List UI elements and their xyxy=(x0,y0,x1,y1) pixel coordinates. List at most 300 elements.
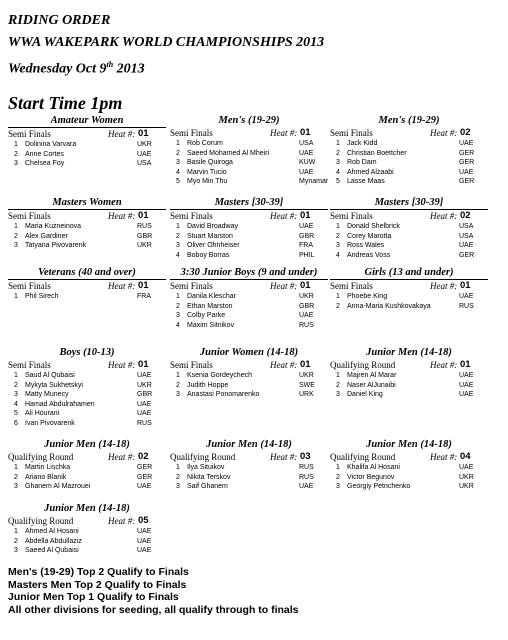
rider-country: UAE xyxy=(459,242,474,249)
division-title: Amateur Women xyxy=(8,114,166,128)
rider-country: UAE xyxy=(137,400,152,408)
round-row xyxy=(8,451,166,463)
round-name: Semi Finals xyxy=(8,360,51,370)
round-name: Qualifying Round xyxy=(8,516,74,526)
event-date xyxy=(8,57,145,78)
date-suffix: th xyxy=(106,60,114,69)
rider-country: KUW xyxy=(299,159,316,166)
heat-number: 03 xyxy=(300,451,311,462)
rider-row xyxy=(170,302,328,312)
rider-order: 2 xyxy=(176,473,180,481)
rider-order: 4 xyxy=(176,321,180,329)
rider-country: FRA xyxy=(137,293,151,300)
rider-name: Saud Al Qubaisi xyxy=(25,372,75,379)
rider-row xyxy=(330,232,488,242)
rider-country: UAE xyxy=(137,150,152,158)
heat-label: Heat #: xyxy=(430,452,458,462)
rider-name: David Broadway xyxy=(187,223,238,230)
heat-block xyxy=(8,266,166,302)
rider-name: Myo Min Thu xyxy=(187,178,228,185)
rider-row xyxy=(8,232,166,242)
rider-order: 2 xyxy=(14,473,18,481)
rider-row xyxy=(170,321,328,331)
rider-name: Nikita Terskov xyxy=(187,473,231,481)
rider-country: UKR xyxy=(459,483,474,490)
rider-name: Rob Dam xyxy=(347,159,377,166)
heat-block xyxy=(8,438,166,492)
rider-order: 1 xyxy=(336,293,340,300)
rider-row xyxy=(330,292,488,302)
rider-country: RUS xyxy=(137,419,152,427)
rider-order: 2 xyxy=(176,232,180,240)
round-name: Semi Finals xyxy=(170,211,213,221)
rider-country: UAE xyxy=(459,381,474,389)
rider-name: Naser AlJunaibi xyxy=(347,381,396,389)
rider-country: UAE xyxy=(137,410,152,417)
heat-number: 01 xyxy=(138,280,149,291)
rider-country: GBR xyxy=(137,391,153,398)
division-title: Junior Women (14-18) xyxy=(199,347,299,358)
heat-number: 05 xyxy=(138,515,149,526)
rider-row xyxy=(170,222,328,232)
rider-name: Danila Kleschar xyxy=(187,293,237,300)
division-title: Junior Men (14-18) xyxy=(366,347,452,358)
heat-block xyxy=(330,438,488,492)
rider-row xyxy=(8,400,166,410)
rider-row xyxy=(8,140,166,150)
rider-order: 1 xyxy=(176,140,180,147)
rider-row xyxy=(170,311,328,321)
heat-label: Heat #: xyxy=(430,128,458,138)
rider-country: UAE xyxy=(459,372,474,379)
heat-label: Heat #: xyxy=(430,360,458,370)
rider-country: USA xyxy=(299,140,314,147)
rider-order: 1 xyxy=(336,464,340,471)
rider-name: Tatyana Pivovarenk xyxy=(25,242,87,249)
heat-number: 01 xyxy=(300,359,311,370)
rider-row xyxy=(170,251,328,261)
round-row xyxy=(170,210,328,222)
rider-order: 6 xyxy=(14,419,18,427)
rider-row xyxy=(170,381,328,391)
round-name: Semi Finals xyxy=(8,129,51,139)
rider-country: UAE xyxy=(299,149,314,157)
heat-label: Heat #: xyxy=(270,452,298,462)
rider-name: Basile Quiroga xyxy=(187,159,233,166)
round-row xyxy=(170,280,328,292)
rider-country: PHIL xyxy=(299,251,315,259)
round-name: Qualifying Round xyxy=(330,360,396,370)
rider-country: GER xyxy=(137,464,153,471)
rider-order: 2 xyxy=(176,381,180,389)
rider-order: 4 xyxy=(176,251,180,259)
rider-order: 3 xyxy=(176,391,180,398)
rider-row xyxy=(330,371,488,381)
rider-order: 2 xyxy=(336,473,340,481)
division-title: Veterans (40 and over) xyxy=(8,266,166,280)
rider-country: UKR xyxy=(299,293,314,300)
date-year: 2013 xyxy=(113,61,145,77)
division-title: Junior Men (14-18) xyxy=(206,439,292,450)
rider-name: Jack Kidd xyxy=(347,140,378,147)
round-row xyxy=(8,515,166,527)
rider-order: 2 xyxy=(336,302,340,310)
rider-country: UAE xyxy=(299,168,314,176)
round-row xyxy=(330,280,488,292)
division-title: Girls (13 and under) xyxy=(330,266,488,280)
rider-order: 2 xyxy=(176,302,180,310)
rider-name: Hamad Abdulrahamen xyxy=(25,400,95,408)
rider-order: 4 xyxy=(336,251,340,259)
heat-block xyxy=(170,438,328,492)
rider-row xyxy=(170,463,328,473)
rider-row xyxy=(330,381,488,391)
qualification-notes xyxy=(8,566,299,616)
doc-title: RIDING ORDER xyxy=(8,13,111,28)
rider-country: UAE xyxy=(137,537,152,545)
rider-country: UAE xyxy=(459,140,474,147)
rider-row xyxy=(170,177,328,187)
heat-block xyxy=(170,196,328,260)
rider-name: Alex Gardiner xyxy=(25,232,68,240)
rider-row xyxy=(330,251,488,261)
rider-row xyxy=(170,292,328,302)
rider-name: Donald Shelbrick xyxy=(347,223,400,230)
round-name: Qualifying Round xyxy=(170,452,236,462)
rider-name: Marvin Tucio xyxy=(187,168,227,176)
rider-country: GBR xyxy=(137,232,153,240)
rider-row xyxy=(330,139,488,149)
heat-block xyxy=(8,502,166,556)
start-time: Start Time 1pm xyxy=(8,93,123,113)
heat-number: 01 xyxy=(138,359,149,370)
rider-country: UAE xyxy=(459,464,474,471)
rider-name: Martin Lischka xyxy=(25,464,71,471)
rider-country: UAE xyxy=(137,372,152,379)
rider-order: 1 xyxy=(14,528,18,535)
heat-label: Heat #: xyxy=(270,281,298,291)
rider-name: Ahmed Alzaabi xyxy=(347,168,394,176)
division-title: Men's (19-29) xyxy=(218,115,280,126)
rider-country: USA xyxy=(137,160,152,167)
rider-name: Dolinina Varvara xyxy=(25,141,77,148)
rider-order: 2 xyxy=(14,150,18,158)
rider-order: 1 xyxy=(336,372,340,379)
rider-name: Saeed Al Qubaisi xyxy=(25,547,79,554)
rider-country: UAE xyxy=(299,483,314,490)
rider-name: Maria Kuzneinova xyxy=(25,223,82,230)
heat-block xyxy=(170,346,328,400)
rider-row xyxy=(170,473,328,483)
rider-order: 4 xyxy=(14,400,18,408)
rider-order: 1 xyxy=(176,464,180,471)
rider-row xyxy=(170,158,328,168)
rider-row xyxy=(8,537,166,547)
heat-number: 01 xyxy=(138,128,149,139)
rider-name: Ali Hourani xyxy=(25,410,60,417)
rider-order: 3 xyxy=(14,483,18,490)
rider-row xyxy=(8,159,166,169)
rider-row xyxy=(170,149,328,159)
rider-name: Abdella Abdullaziz xyxy=(25,537,82,545)
round-row xyxy=(8,359,166,371)
rider-row xyxy=(8,546,166,556)
rider-row xyxy=(330,302,488,312)
rider-country: UKR xyxy=(137,381,152,389)
rider-row xyxy=(8,150,166,160)
round-name: Semi Finals xyxy=(330,281,373,291)
date-text: Wednesday Oct 9 xyxy=(8,61,107,77)
rider-order: 1 xyxy=(176,293,180,300)
rider-country: UAE xyxy=(137,547,152,554)
rider-row xyxy=(8,482,166,492)
rider-row xyxy=(170,390,328,400)
rider-name: Ariano Blanik xyxy=(25,473,67,481)
rider-country: RUS xyxy=(299,464,314,471)
rider-name: Daniel King xyxy=(347,391,383,398)
round-name: Semi Finals xyxy=(8,211,51,221)
heat-label: Heat #: xyxy=(430,211,458,221)
rider-order: 1 xyxy=(14,141,18,148)
heat-label: Heat #: xyxy=(430,281,458,291)
round-row xyxy=(8,128,166,140)
rider-order: 2 xyxy=(14,232,18,240)
rider-row xyxy=(8,222,166,232)
rider-order: 1 xyxy=(176,223,180,230)
division-title: Boys (10-13) xyxy=(59,347,115,358)
note-line: All other divisions for seeding, all qualify through to finals xyxy=(8,603,299,616)
rider-row xyxy=(170,482,328,492)
rider-country: SWE xyxy=(299,381,315,389)
rider-row xyxy=(330,390,488,400)
heat-block xyxy=(8,346,166,428)
heat-number: 01 xyxy=(138,210,149,221)
rider-name: Maxim Sitnikov xyxy=(187,321,235,329)
rider-order: 1 xyxy=(336,140,340,147)
heat-block xyxy=(330,346,488,400)
rider-country: URK xyxy=(299,391,314,398)
heat-label: Heat #: xyxy=(108,211,136,221)
rider-row xyxy=(170,371,328,381)
rider-name: Stuart Marston xyxy=(187,232,233,240)
round-row xyxy=(8,280,166,292)
round-row xyxy=(170,451,328,463)
rider-country: GBR xyxy=(299,302,315,310)
rider-country: USA xyxy=(459,223,474,230)
rider-row xyxy=(330,158,488,168)
round-row xyxy=(330,210,488,222)
round-name: Semi Finals xyxy=(170,281,213,291)
rider-order: 2 xyxy=(336,381,340,389)
heat-number: 01 xyxy=(460,280,471,291)
rider-row xyxy=(170,232,328,242)
rider-name: Ilya Situikov xyxy=(187,464,225,471)
round-row xyxy=(8,210,166,222)
rider-row xyxy=(8,463,166,473)
heat-block xyxy=(330,114,488,187)
rider-name: Ahmed Al Hosani xyxy=(25,528,79,535)
round-row xyxy=(330,451,488,463)
rider-country: RUS xyxy=(137,223,152,230)
rider-order: 3 xyxy=(176,159,180,166)
heat-label: Heat #: xyxy=(108,360,136,370)
heat-label: Heat #: xyxy=(270,128,298,138)
rider-row xyxy=(170,139,328,149)
rider-row xyxy=(8,473,166,483)
round-row xyxy=(330,127,488,139)
rider-country: UAE xyxy=(299,223,314,230)
rider-order: 5 xyxy=(336,178,340,185)
rider-country: GER xyxy=(459,159,475,166)
rider-order: 1 xyxy=(14,223,18,230)
rider-row xyxy=(330,482,488,492)
rider-order: 3 xyxy=(176,312,180,319)
round-row xyxy=(330,359,488,371)
rider-country: GER xyxy=(459,251,475,259)
heat-label: Heat #: xyxy=(270,211,298,221)
heat-label: Heat #: xyxy=(108,129,136,139)
rider-name: Ross Wales xyxy=(347,242,385,249)
rider-country: RUS xyxy=(299,473,314,481)
note-line: Masters Men Top 2 Qualify to Finals xyxy=(8,578,187,591)
rider-order: 2 xyxy=(336,149,340,157)
division-title: Masters [30-39] xyxy=(170,196,328,210)
division-title: Masters [30-39] xyxy=(330,196,488,210)
rider-country: GER xyxy=(137,473,153,481)
rider-order: 2 xyxy=(336,232,340,240)
heat-number: 01 xyxy=(460,359,471,370)
rider-country: UAE xyxy=(299,312,314,319)
rider-order: 3 xyxy=(14,160,18,167)
rider-name: Ivan Pivovarenk xyxy=(25,419,75,427)
rider-name: Oliver Ohnheiser xyxy=(187,242,240,249)
rider-country: UKR xyxy=(459,473,474,481)
rider-country: UKR xyxy=(137,242,152,249)
rider-country: UAE xyxy=(137,483,152,490)
rider-order: 1 xyxy=(14,372,18,379)
heat-label: Heat #: xyxy=(108,281,136,291)
rider-order: 4 xyxy=(336,168,340,176)
rider-row xyxy=(8,409,166,419)
rider-name: Ksenia Gordeychech xyxy=(187,372,252,379)
rider-order: 3 xyxy=(336,159,340,166)
rider-country: RUS xyxy=(459,302,474,310)
rider-name: Colby Parke xyxy=(187,312,226,319)
round-row xyxy=(170,359,328,371)
rider-order: 1 xyxy=(14,464,18,471)
rider-order: 1 xyxy=(14,293,18,300)
rider-country: Mynamar xyxy=(299,178,329,185)
heat-block xyxy=(8,114,166,169)
rider-country: UAE xyxy=(459,391,474,398)
division-title: Masters Women xyxy=(8,196,166,210)
round-name: Qualifying Round xyxy=(330,452,396,462)
rider-name: Ethan Marston xyxy=(187,302,233,310)
rider-name: Matty Munecy xyxy=(25,391,69,398)
rider-name: Anna-Maria Kushkovakaya xyxy=(347,302,431,310)
rider-country: GBR xyxy=(299,232,315,240)
rider-name: Anne Cortes xyxy=(25,150,64,158)
rider-row xyxy=(8,381,166,391)
rider-order: 3 xyxy=(176,242,180,249)
rider-name: Chelsea Foy xyxy=(25,160,65,167)
rider-order: 3 xyxy=(336,483,340,490)
rider-row xyxy=(8,292,166,302)
rider-order: 2 xyxy=(14,537,18,545)
round-name: Semi Finals xyxy=(170,360,213,370)
rider-name: Saif Ghanem xyxy=(187,483,228,490)
rider-order: 2 xyxy=(176,149,180,157)
rider-row xyxy=(170,168,328,178)
heat-number: 01 xyxy=(300,280,311,291)
rider-country: UAE xyxy=(459,168,474,176)
rider-name: Phil Sirech xyxy=(25,293,59,300)
rider-order: 3 xyxy=(14,391,18,398)
rider-order: 4 xyxy=(176,168,180,176)
division-title: 3:30 Junior Boys (9 and under) xyxy=(170,266,328,280)
round-name: Semi Finals xyxy=(330,211,373,221)
rider-order: 2 xyxy=(14,381,18,389)
heat-number: 04 xyxy=(460,451,471,462)
heat-number: 02 xyxy=(460,210,471,221)
round-name: Semi Finals xyxy=(330,128,373,138)
rider-order: 1 xyxy=(176,372,180,379)
rider-name: Khalifa Al Hosani xyxy=(347,464,400,471)
rider-order: 5 xyxy=(176,178,180,185)
rider-row xyxy=(330,473,488,483)
rider-order: 3 xyxy=(14,547,18,554)
rider-name: Georgiy Petrichenko xyxy=(347,483,411,490)
heat-block xyxy=(330,196,488,260)
rider-order: 3 xyxy=(176,483,180,490)
heat-number: 02 xyxy=(138,451,149,462)
division-title: Junior Men (14-18) xyxy=(366,439,452,450)
rider-name: Phoebe King xyxy=(347,293,388,300)
division-title: Men's (19-29) xyxy=(378,115,440,126)
rider-row xyxy=(330,177,488,187)
rider-row xyxy=(330,241,488,251)
heat-number: 01 xyxy=(300,210,311,221)
rider-row xyxy=(330,222,488,232)
heat-label: Heat #: xyxy=(108,452,136,462)
heat-label: Heat #: xyxy=(270,360,298,370)
rider-name: Majren Al Marar xyxy=(347,372,397,379)
rider-order: 1 xyxy=(336,223,340,230)
heat-block xyxy=(170,114,328,187)
rider-order: 3 xyxy=(14,242,18,249)
rider-order: 3 xyxy=(336,242,340,249)
rider-row xyxy=(330,149,488,159)
note-line: Junior Men Top 1 Qualify to Finals xyxy=(8,591,179,603)
rider-country: UAE xyxy=(459,293,474,300)
heat-number: 01 xyxy=(300,127,311,138)
rider-name: Anastasi Ponomarenko xyxy=(187,391,260,398)
heat-block xyxy=(170,266,328,330)
rider-name: Christian Boettcher xyxy=(347,149,407,157)
heat-number: 02 xyxy=(460,127,471,138)
rider-name: Corey Marotta xyxy=(347,232,392,240)
round-name: Semi Finals xyxy=(170,128,213,138)
rider-name: Boboy Borras xyxy=(187,251,230,259)
rider-name: Victor Begunov xyxy=(347,473,395,481)
rider-row xyxy=(8,419,166,429)
rider-name: Lasse Maas xyxy=(347,178,385,185)
rider-row xyxy=(170,241,328,251)
rider-name: Saeed Mohamed Al Mheiri xyxy=(187,149,270,157)
division-title: Junior Men (14-18) xyxy=(44,503,130,514)
rider-order: 5 xyxy=(14,410,18,417)
rider-row xyxy=(8,371,166,381)
